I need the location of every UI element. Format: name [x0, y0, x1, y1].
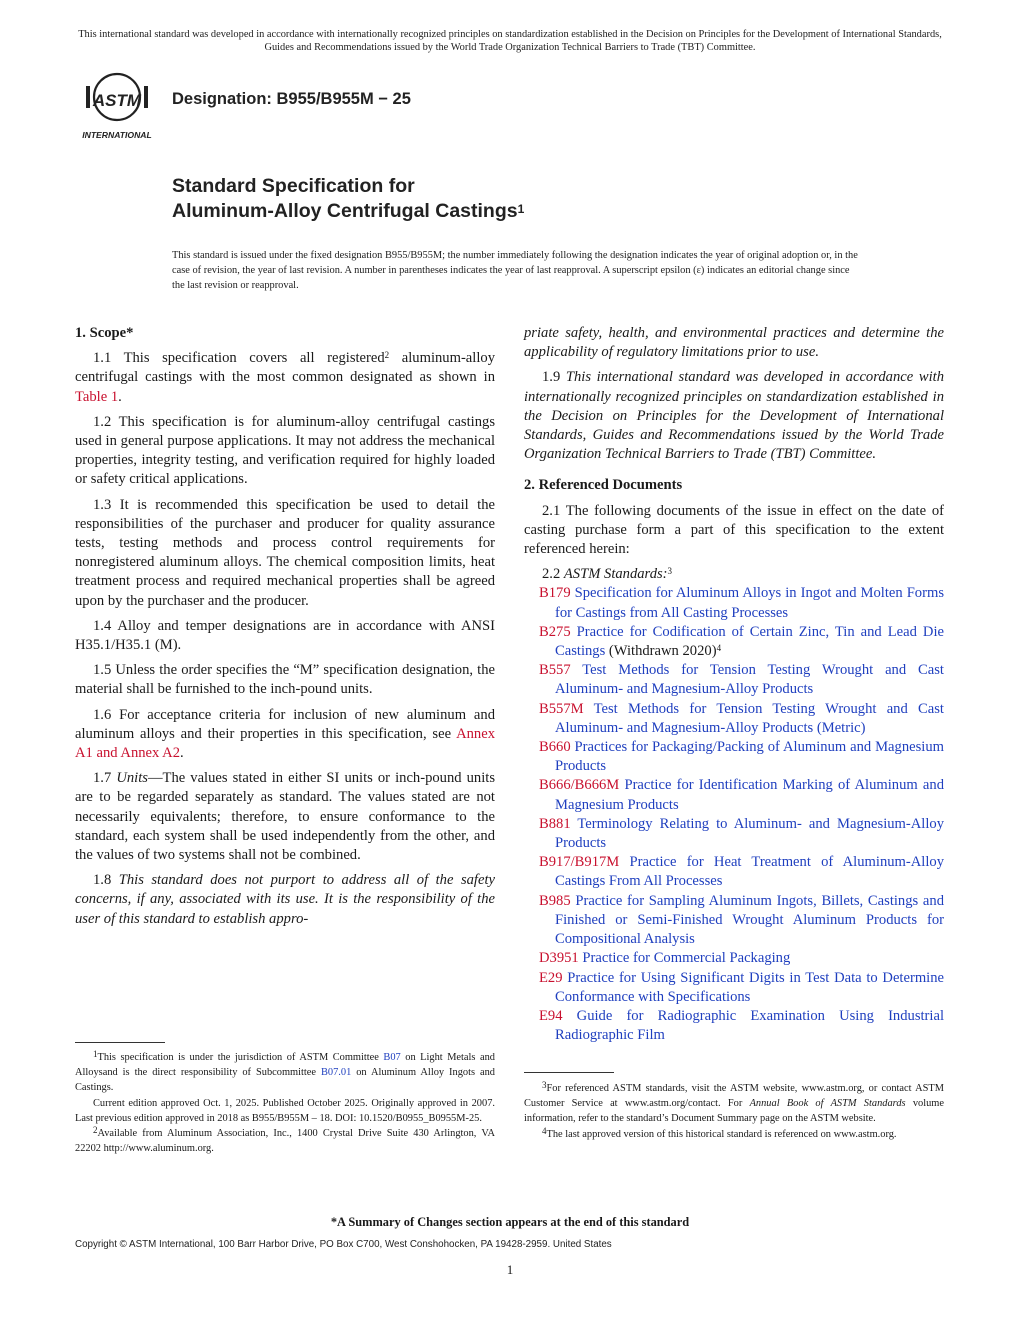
- reference-title-link[interactable]: Practice for Commercial Packaging: [578, 950, 791, 967]
- left-column: [75, 324, 495, 935]
- reference-title-link[interactable]: Test Methods for Tension Testing Wrought and Cast Aluminum- and Magnesium-Alloy Products (Metric): [555, 700, 944, 736]
- reference-item: [524, 949, 944, 968]
- footnote-ref-2[interactable]: 2: [384, 350, 390, 361]
- para-1-5: 1.5 Unless the order specifies the “M” specification designation, the material shall be furnished to the inch-pound units.: [75, 662, 495, 698]
- reference-code-link[interactable]: B881: [539, 815, 571, 832]
- para-2-2: 2.2 ASTM Standards:$^3$: [542, 566, 673, 583]
- logo-mark-text: ASTM: [92, 91, 142, 110]
- para-1-3: 1.3 It is recommended this specification be used to detail the responsibilities of the purchaser and producer for quality assurance tests, testing methods and process control requirements for nonregistered aluminum alloys. The chemical composition limits, heat treatment process and required mechanical properties shall be agreed upon by the purchaser and the producer.: [75, 496, 495, 609]
- reference-code-link[interactable]: B666/B666M: [539, 777, 620, 794]
- para-1-7: 1.7 Units—The values stated in either SI units or inch-pound units are to be regarded separately as standard. The values stated are not necessarily equivalents; therefore, to ensure conformance to the standard, each system shall be used independently from the other, and the values of two systems shall not be combined.: [75, 770, 496, 864]
- para-1-4: 1.4 Alloy and temper designations are in accordance with ANSI H35.1/H35.1 (M).: [75, 617, 495, 654]
- reference-item: [524, 738, 944, 776]
- reference-item: [524, 776, 944, 814]
- footnotes-right: [524, 1081, 944, 1142]
- title-line1: Standard Specification for: [172, 175, 415, 197]
- refdocs-heading: 2. Referenced Documents: [524, 477, 683, 494]
- right-column: [524, 324, 944, 1045]
- footnote-3: $^3$For referenced ASTM standards, visit the ASTM website, www.astm.org, or contact ASTM Customer Service at www.astm.org/contact. For Annual Book of ASTM Standards volume information, refer to the standard’s Document Summary page on the ASTM website.: [524, 1080, 944, 1125]
- reference-code-link[interactable]: B985: [539, 892, 571, 909]
- reference-item: [524, 584, 944, 622]
- page-number: 1: [506, 1262, 514, 1277]
- reference-code-link[interactable]: E29: [539, 969, 563, 986]
- reference-code-link[interactable]: B917/B917M: [539, 854, 620, 871]
- footnote-4: $^4$The last approved version of this historical standard is referenced on www.astm.org.: [542, 1125, 897, 1140]
- para-1-8-start: 1.8 This standard does not purport to address all of the safety concerns, if any, associated with its use. It is the responsibility of the user of this standard to establish appro-: [75, 872, 495, 927]
- footnote-ref-4[interactable]: 4: [716, 643, 722, 654]
- reference-item: [524, 1007, 944, 1045]
- reference-title-link[interactable]: Practices for Packaging/Packing of Aluminum and Magnesium Products: [555, 739, 944, 775]
- copyright: Copyright © ASTM International, 100 Barr Harbor Drive, PO Box C700, West Conshohocken, PA 19428-2959. United States: [75, 1239, 612, 1250]
- reference-title-link[interactable]: Specification for Aluminum Alloys in Ingot and Molten Forms for Castings from All Casting Processes: [555, 585, 944, 621]
- title-footnote-mark: 1: [517, 202, 525, 216]
- reference-item: [524, 815, 944, 853]
- footnote-1: $^1$This specification is under the jurisdiction of ASTM Committee B07 on Light Metals and Alloysand is the direct responsibility of Subcommittee B07.01 on Aluminum Alloy Ingots and Castings.: [75, 1049, 495, 1094]
- reference-item: [524, 853, 944, 891]
- document-title: [172, 174, 524, 224]
- reference-item: [524, 969, 944, 1007]
- subcommittee-link[interactable]: B07.01: [320, 1067, 352, 1079]
- reference-code-link[interactable]: B557: [539, 662, 571, 679]
- reference-item: [524, 892, 944, 950]
- para-1-6: 1.6 For acceptance criteria for inclusion of new aluminum and aluminum alloys and their properties in this specification, see Annex A1 and Annex A2.: [75, 706, 495, 762]
- reference-title-link[interactable]: Practice for Sampling Aluminum Ingots, Billets, Castings and Finished or Semi-Finished Wrought Aluminum Products for Compositional Analysis: [555, 892, 944, 948]
- reference-status: (Withdrawn 2020): [605, 643, 717, 660]
- footnote-2: $^2$Available from Aluminum Association, Inc., 1400 Crystal Drive Suite 430 Arlington, VA 22202 http://www.aluminum.org.: [75, 1125, 495, 1155]
- title-line2: Aluminum-Alloy Centrifugal Castings: [172, 200, 518, 222]
- reference-title-link[interactable]: Guide for Radiographic Examination Using Industrial Radiographic Film: [555, 1007, 944, 1044]
- scope-heading: 1. Scope*: [75, 325, 134, 341]
- annex-link[interactable]: Annex A1 and Annex A2: [75, 725, 495, 762]
- astm-standards-list: [524, 584, 944, 1045]
- astm-logo: [74, 72, 160, 144]
- reference-item: [524, 700, 944, 738]
- reference-code-link[interactable]: B179: [539, 585, 571, 602]
- reference-code-link[interactable]: B557M: [539, 700, 584, 717]
- footnotes-left: [75, 1050, 495, 1156]
- para-1-1: 1.1 This specification covers all registered$^2$ aluminum-alloy centrifugal castings with the most common designated as shown in Table 1.: [75, 350, 495, 405]
- reference-title-link[interactable]: Terminology Relating to Aluminum- and Magnesium-Alloy Products: [555, 815, 944, 852]
- committee-link[interactable]: B07: [383, 1052, 401, 1063]
- reference-code-link[interactable]: B275: [539, 623, 571, 640]
- reference-title-link[interactable]: Test Methods for Tension Testing Wrought and Cast Aluminum- and Magnesium-Alloy Products: [555, 662, 944, 698]
- reference-code-link[interactable]: D3951: [539, 950, 579, 967]
- reference-title-link[interactable]: Practice for Identification Marking of Aluminum and Magnesium Products: [555, 777, 944, 813]
- para-1-9: 1.9 This international standard was developed in accordance with internationally recognized principles on standardization established in the Decision on Principles for the Development of International Standards, Guides and Recommendations issued by the World Trade Organization Technical Barriers to Trade (TBT) Committee.: [524, 369, 945, 463]
- designation: Designation: B955/B955M − 25: [172, 90, 411, 108]
- reference-title-link[interactable]: Practice for Using Significant Digits in Test Data to Determine Conformance with Specifications: [555, 969, 944, 1005]
- reference-item: [524, 623, 944, 661]
- reference-title-link[interactable]: Practice for Heat Treatment of Aluminum-Alloy Castings From All Processes: [555, 854, 944, 890]
- reference-code-link[interactable]: E94: [539, 1007, 563, 1024]
- para-2-1: 2.1 The following documents of the issue in effect on the date of casting purchase form a part of this specification to the extent referenced herein:: [524, 502, 944, 558]
- reference-title-link[interactable]: Practice for Codification of Certain Zinc, Tin and Lead Die Castings: [555, 623, 944, 660]
- issued-note: This standard is issued under the fixed designation B955/B955M; the number immediately following the designation indicates the year of original adoption or, in the case of revision, the year of last revision. A number in parentheses indicates the year of last reapproval. A superscript epsilon (ε) indicates an editorial change since the last revision or reapproval.: [172, 250, 858, 291]
- logo-subtext: INTERNATIONAL: [82, 130, 152, 140]
- reference-code-link[interactable]: B660: [539, 739, 571, 756]
- para-1-8-cont: priate safety, health, and environmental practices and determine the applicability of regulatory limitations prior to use.: [524, 325, 944, 361]
- footnote-divider-right: [524, 1072, 614, 1073]
- footnote-ref-3[interactable]: 3: [667, 566, 673, 577]
- summary-of-changes-note: *A Summary of Changes section appears at the end of this standard: [330, 1215, 690, 1229]
- footnote-1-edition: Current edition approved Oct. 1, 2025. Published October 2025. Originally approved in 2007. Last previous edition approved in 2018 as B955/B955M – 18. DOI: 10.1520/B0955_B0955M-25.: [75, 1097, 495, 1124]
- reference-item: [524, 661, 944, 699]
- top-notice: This international standard was developed in accordance with internationally recognized principles on standardization established in the Decision on Principles for the Development of International Standards, Guides and Recommendations issued by the World Trade Organization Technical Barriers to Trade (TBT) Committee.: [78, 29, 942, 53]
- footnote-divider-left: [75, 1042, 165, 1043]
- para-1-2: 1.2 This specification is for aluminum-alloy centrifugal castings used in general purpose applications. It may not address the mechanical properties, integrity testing, and verification required for highly loaded or safety critical applications.: [75, 413, 495, 488]
- table-1-link[interactable]: Table 1: [75, 388, 119, 405]
